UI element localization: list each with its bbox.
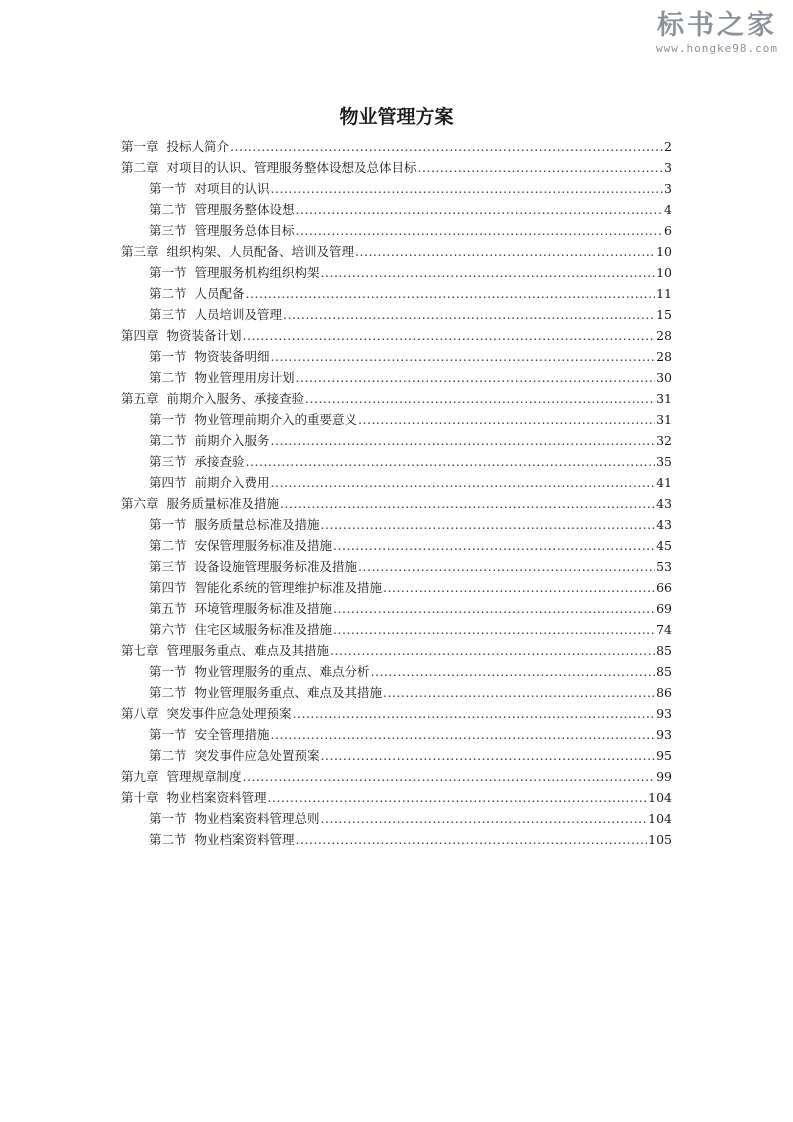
toc-page-number: 85 — [656, 664, 672, 679]
toc-entry-title: 安全管理措施 — [194, 727, 270, 742]
toc-dot-leader — [358, 556, 655, 577]
watermark — [651, 10, 783, 55]
toc-entry-title: 服务质量标准及措施 — [166, 496, 280, 511]
toc-dot-leader — [321, 808, 648, 829]
toc-dot-leader — [296, 199, 664, 220]
toc-entry-number: 第五章 — [121, 391, 159, 406]
toc-entry-title: 前期介入服务 — [194, 433, 270, 448]
toc-entry-number: 第一节 — [149, 811, 187, 826]
toc-entry-number: 第七章 — [121, 643, 159, 658]
toc-page-number: 3 — [664, 181, 672, 196]
toc-page-number: 45 — [656, 538, 672, 553]
toc-entry-number: 第九章 — [121, 769, 159, 784]
toc-entry-title: 物业管理服务的重点、难点分析 — [194, 664, 370, 679]
toc-dot-leader — [321, 514, 656, 535]
toc-dot-leader — [243, 325, 656, 346]
toc-chapter-entry[interactable] — [121, 157, 672, 178]
toc-page-number: 35 — [656, 454, 672, 469]
toc-entry-number: 第一章 — [121, 139, 159, 154]
toc-page-number: 105 — [648, 832, 672, 847]
toc-entry-title: 管理服务重点、难点及其措施 — [166, 643, 330, 658]
toc-entry-title: 前期介入费用 — [194, 475, 270, 490]
toc-section-entry[interactable] — [121, 829, 672, 850]
toc-section-entry[interactable] — [121, 577, 672, 598]
toc-dot-leader — [271, 346, 656, 367]
toc-entry-number: 第一节 — [149, 265, 187, 280]
toc-chapter-entry[interactable] — [121, 703, 672, 724]
toc-entry-number: 第一节 — [149, 349, 187, 364]
toc-page-number: 74 — [656, 622, 672, 637]
toc-chapter-entry[interactable] — [121, 766, 672, 787]
toc-section-entry[interactable] — [121, 346, 672, 367]
toc-dot-leader — [268, 787, 648, 808]
toc-entry-title: 突发事件应急处理预案 — [166, 706, 292, 721]
toc-section-entry[interactable] — [121, 745, 672, 766]
toc-dot-leader — [305, 388, 655, 409]
toc-entry-title: 投标人简介 — [166, 139, 230, 154]
toc-page-number: 99 — [656, 769, 672, 784]
toc-entry-number: 第四章 — [121, 328, 159, 343]
toc-page-number: 30 — [656, 370, 672, 385]
toc-page-number: 28 — [656, 328, 672, 343]
toc-dot-leader — [296, 220, 664, 241]
toc-entry-number: 第一节 — [149, 664, 187, 679]
watermark-url: www.hongke98.com — [656, 42, 778, 55]
toc-section-entry[interactable] — [121, 304, 672, 325]
toc-dot-leader — [321, 262, 656, 283]
toc-entry-number: 第一节 — [149, 727, 187, 742]
toc-entry-number: 第二章 — [121, 160, 159, 175]
toc-entry-title: 物业管理前期介入的重要意义 — [194, 412, 358, 427]
toc-dot-leader — [246, 283, 656, 304]
toc-page-number: 104 — [648, 811, 672, 826]
toc-entry-number: 第三节 — [149, 223, 187, 238]
toc-entry-number: 第一节 — [149, 412, 187, 427]
toc-section-entry[interactable] — [121, 535, 672, 556]
toc-page-number: 3 — [664, 160, 672, 175]
toc-section-entry[interactable] — [121, 556, 672, 577]
toc-section-entry[interactable] — [121, 178, 672, 199]
toc-page-number: 43 — [656, 517, 672, 532]
toc-section-entry[interactable] — [121, 367, 672, 388]
toc-entry-number: 第十章 — [121, 790, 159, 805]
toc-entry-title: 智能化系统的管理维护标准及措施 — [194, 580, 383, 595]
toc-dot-leader — [383, 682, 655, 703]
toc-dot-leader — [333, 598, 655, 619]
toc-entry-number: 第二节 — [149, 538, 187, 553]
toc-entry-title: 住宅区域服务标准及措施 — [194, 622, 333, 637]
toc-entry-title: 物资装备明细 — [194, 349, 270, 364]
toc-page-number: 31 — [656, 391, 672, 406]
toc-chapter-entry[interactable] — [121, 640, 672, 661]
toc-entry-number: 第三章 — [121, 244, 159, 259]
toc-entry-number: 第二节 — [149, 685, 187, 700]
toc-dot-leader — [358, 409, 655, 430]
toc-page-number: 2 — [664, 139, 672, 154]
toc-page-number: 4 — [664, 202, 672, 217]
toc-entry-number: 第二节 — [149, 202, 187, 217]
toc-section-entry[interactable] — [121, 220, 672, 241]
toc-entry-number: 第四节 — [149, 475, 187, 490]
toc-page-number: 95 — [656, 748, 672, 763]
toc-section-entry[interactable] — [121, 262, 672, 283]
toc-entry-number: 第八章 — [121, 706, 159, 721]
toc-entry-title: 管理服务机构组织构架 — [194, 265, 320, 280]
toc-section-entry[interactable] — [121, 661, 672, 682]
toc-entry-number: 第二节 — [149, 832, 187, 847]
toc-entry-title: 人员培训及管理 — [194, 307, 283, 322]
toc-entry-number: 第三节 — [149, 559, 187, 574]
toc-page-number: 10 — [656, 265, 672, 280]
toc-entry-number: 第二节 — [149, 286, 187, 301]
toc-entry-title: 管理规章制度 — [166, 769, 242, 784]
toc-entry-title: 设备设施管理服务标准及措施 — [194, 559, 358, 574]
toc-dot-leader — [271, 472, 656, 493]
toc-section-entry[interactable] — [121, 199, 672, 220]
toc-entry-title: 前期介入服务、承接查验 — [166, 391, 305, 406]
toc-entry-title: 安保管理服务标准及措施 — [194, 538, 333, 553]
toc-page-number: 15 — [656, 307, 672, 322]
toc-entry-number: 第六章 — [121, 496, 159, 511]
toc-dot-leader — [230, 136, 663, 157]
toc-chapter-entry[interactable] — [121, 787, 672, 808]
toc-page-number: 43 — [656, 496, 672, 511]
toc-entry-title: 突发事件应急处置预案 — [194, 748, 320, 763]
toc-dot-leader — [383, 577, 655, 598]
toc-dot-leader — [280, 493, 655, 514]
toc-dot-leader — [271, 178, 664, 199]
watermark-logo: 标书之家 — [657, 10, 777, 41]
toc-dot-leader — [271, 724, 656, 745]
toc-entry-title: 环境管理服务标准及措施 — [194, 601, 333, 616]
toc-page-number: 32 — [656, 433, 672, 448]
toc-section-entry[interactable] — [121, 724, 672, 745]
toc-entry-title: 对项目的认识、管理服务整体设想及总体目标 — [166, 160, 417, 175]
toc-entry-title: 物业档案资料管理 — [166, 790, 267, 805]
toc-chapter-entry[interactable] — [121, 136, 672, 157]
toc-dot-leader — [371, 661, 656, 682]
toc-section-entry[interactable] — [121, 598, 672, 619]
toc-entry-title: 承接查验 — [194, 454, 245, 469]
toc-entry-title: 服务质量总标准及措施 — [194, 517, 320, 532]
toc-entry-title: 人员配备 — [194, 286, 245, 301]
toc-dot-leader — [333, 619, 655, 640]
toc-section-entry[interactable] — [121, 451, 672, 472]
toc-entry-title: 物资装备计划 — [166, 328, 242, 343]
toc-page-number: 11 — [656, 286, 672, 301]
toc-section-entry[interactable] — [121, 514, 672, 535]
toc-entry-number: 第三节 — [149, 307, 187, 322]
toc-page-number: 86 — [656, 685, 672, 700]
toc-chapter-entry[interactable] — [121, 388, 672, 409]
toc-entry-number: 第六节 — [149, 622, 187, 637]
toc-dot-leader — [293, 703, 656, 724]
toc-chapter-entry[interactable] — [121, 493, 672, 514]
table-of-contents — [121, 136, 672, 850]
toc-entry-number: 第五节 — [149, 601, 187, 616]
toc-section-entry[interactable] — [121, 430, 672, 451]
toc-page-number: 41 — [656, 475, 672, 490]
toc-entry-number: 第三节 — [149, 454, 187, 469]
toc-dot-leader — [321, 745, 656, 766]
toc-section-entry[interactable] — [121, 472, 672, 493]
toc-page-number: 93 — [656, 706, 672, 721]
toc-dot-leader — [243, 766, 656, 787]
toc-page-number: 93 — [656, 727, 672, 742]
toc-section-entry[interactable] — [121, 283, 672, 304]
toc-entry-title: 物业档案资料管理总则 — [194, 811, 320, 826]
toc-dot-leader — [246, 451, 656, 472]
toc-entry-title: 物业档案资料管理 — [194, 832, 295, 847]
toc-entry-title: 组织构架、人员配备、培训及管理 — [166, 244, 355, 259]
toc-entry-number: 第一节 — [149, 181, 187, 196]
toc-entry-title: 管理服务整体设想 — [194, 202, 295, 217]
toc-entry-title: 管理服务总体目标 — [194, 223, 295, 238]
toc-page-number: 66 — [656, 580, 672, 595]
toc-chapter-entry[interactable] — [121, 241, 672, 262]
toc-dot-leader — [271, 430, 656, 451]
toc-page-number: 28 — [656, 349, 672, 364]
toc-entry-title: 对项目的认识 — [194, 181, 270, 196]
toc-page-number: 69 — [656, 601, 672, 616]
toc-dot-leader — [296, 829, 648, 850]
toc-dot-leader — [283, 304, 655, 325]
toc-entry-title: 物业管理服务重点、难点及其措施 — [194, 685, 383, 700]
toc-page-number: 85 — [656, 643, 672, 658]
toc-dot-leader — [418, 157, 664, 178]
toc-chapter-entry[interactable] — [121, 325, 672, 346]
document-title: 物业管理方案 — [339, 106, 454, 128]
toc-section-entry[interactable] — [121, 682, 672, 703]
toc-section-entry[interactable] — [121, 619, 672, 640]
toc-page-number: 104 — [648, 790, 672, 805]
toc-page-number: 53 — [656, 559, 672, 574]
toc-page-number: 31 — [656, 412, 672, 427]
toc-entry-title: 物业管理用房计划 — [194, 370, 295, 385]
toc-dot-leader — [355, 241, 655, 262]
toc-entry-number: 第四节 — [149, 580, 187, 595]
toc-section-entry[interactable] — [121, 409, 672, 430]
toc-dot-leader — [333, 535, 655, 556]
toc-dot-leader — [296, 367, 656, 388]
toc-entry-number: 第二节 — [149, 433, 187, 448]
toc-entry-number: 第二节 — [149, 748, 187, 763]
toc-entry-number: 第一节 — [149, 517, 187, 532]
toc-page-number: 6 — [664, 223, 672, 238]
toc-entry-number: 第二节 — [149, 370, 187, 385]
toc-page-number: 10 — [656, 244, 672, 259]
toc-section-entry[interactable] — [121, 808, 672, 829]
toc-dot-leader — [330, 640, 655, 661]
